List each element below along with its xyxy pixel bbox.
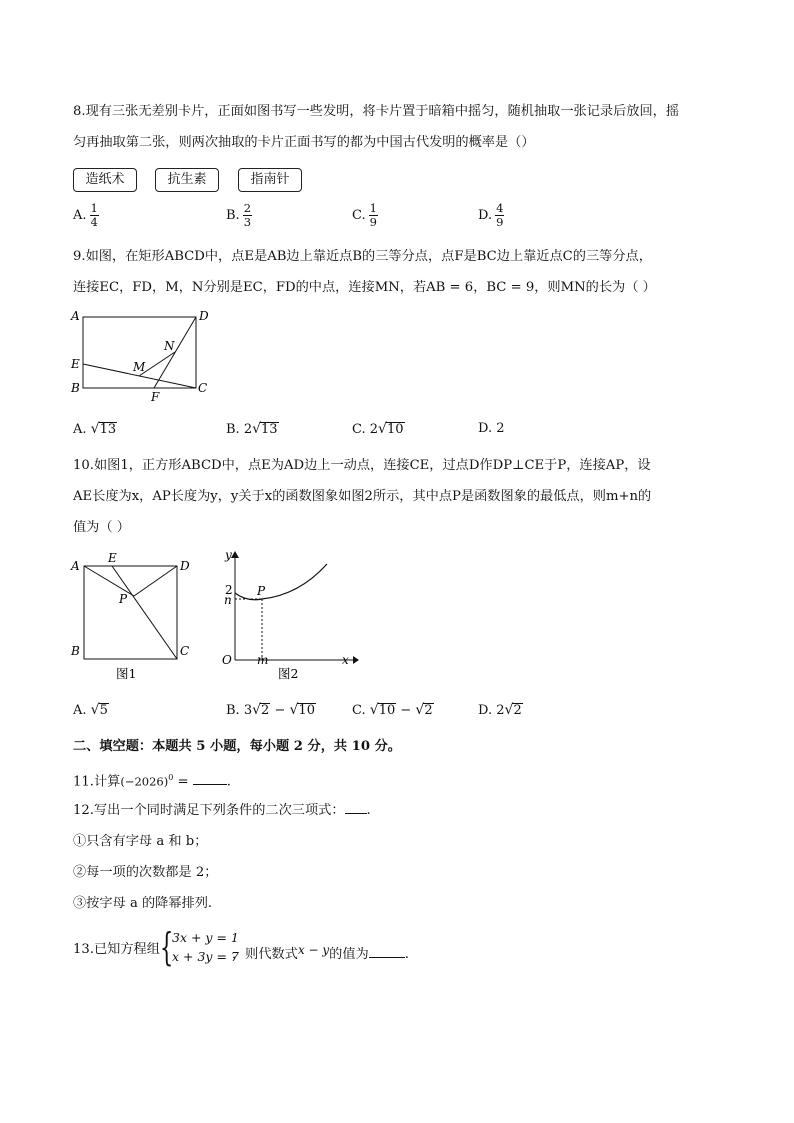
label-p: P (119, 592, 128, 606)
label-b: B (71, 381, 80, 395)
q9-rectangle-figure (66, 306, 216, 404)
q11-text: 11.计算$(-2026)^0$ = . (73, 773, 231, 790)
q13-answer-blank[interactable] (369, 957, 405, 958)
equation-system (164, 928, 239, 966)
q8-text-line2: 匀再抽取第二张，则两次抽取的卡片正面书写的都为中国古代发明的概率是（） (73, 135, 535, 150)
q10-text-line2: AE长度为x，AP长度为y，y关于x的函数图象如图2所示，其中点P是函数图象的最低点，则m+n的 (73, 489, 652, 504)
label-origin: O (222, 653, 232, 667)
q9-option-b: B. 2√13 (226, 421, 278, 437)
q9-option-d: D. 2 (478, 421, 505, 436)
q10-option-a: A. √5 (73, 702, 108, 718)
q10-text-line1: 10.如图1，正方形ABCD中，点E为AD边上一动点，连接CE，过点D作DP⊥CE于P，连接AP，设 (73, 458, 651, 473)
q9-text-line2: 连接EC，FD，M，N分别是EC，FD的中点，连接MN，若AB = 6，BC = 9，则MN的长为（ ） (73, 280, 656, 295)
q13-pre: 13.已知方程组 (73, 942, 160, 957)
q8-option-d: D. $\frac{4}{9}$ (478, 201, 504, 229)
label-n: N (164, 339, 175, 353)
function-curve (235, 564, 327, 600)
q10-figure-2 (214, 546, 360, 686)
label-m: M (133, 360, 146, 374)
q10-option-d: D. 2√2 (478, 702, 522, 718)
segment-ce (112, 566, 177, 659)
q10-text-line3: 值为（ ） (73, 520, 130, 535)
label-e: E (71, 357, 80, 371)
label-c: C (180, 644, 190, 658)
section-title-fill-in: 二、填空题：本题共 5 小题，每小题 2 分，共 10 分。 (73, 739, 401, 754)
label-n: n (224, 593, 232, 607)
q12-condition-2: ②每一项的次数都是 2； (73, 865, 218, 880)
q9-option-a: A. √13 (73, 421, 117, 437)
label-two: 2 (225, 583, 233, 597)
label-a: A (71, 309, 80, 323)
label-c: C (198, 381, 208, 395)
equation-system-brace: { (160, 925, 174, 969)
caption-fig2: 图2 (278, 666, 299, 681)
label-f: F (151, 390, 160, 404)
label-e: E (108, 551, 117, 565)
caption-fig1: 图1 (116, 666, 137, 681)
q12-condition-3: ③按字母 a 的降幂排列. (73, 896, 213, 911)
label-y: y (225, 548, 232, 562)
label-a: A (71, 559, 80, 573)
label-m: m (257, 653, 269, 667)
label-b: B (71, 644, 80, 658)
q10-option-c: C. √10 − √2 (352, 702, 433, 718)
q8-option-c: C. $\frac{1}{9}$ (352, 201, 377, 229)
q10-figure-1 (64, 548, 194, 686)
q9-option-c: C. 2√10 (352, 421, 404, 437)
equation-1: 3x + y = 1 (172, 930, 239, 945)
q10-option-b: B. 3√2 − √10 (226, 702, 315, 718)
rectangle-abcd (83, 317, 196, 388)
q9-text-line1: 9.如图，在矩形ABCD中，点E是AB边上靠近点B的三等分点，点F是BC边上靠近点C的三等分点， (73, 249, 652, 264)
label-x: x (342, 653, 349, 667)
card-antibiotic: 抗生素 (155, 168, 219, 192)
q12-answer-blank[interactable] (345, 813, 367, 814)
q8-option-a: A. $\frac{1}{4}$ (73, 201, 98, 229)
y-axis-arrow (231, 551, 239, 558)
card-paper: 造纸术 (73, 168, 137, 192)
card-compass: 指南针 (238, 168, 302, 192)
segment-dp (134, 566, 177, 596)
square-abcd (84, 566, 177, 659)
label-d: D (199, 309, 209, 323)
x-axis-arrow (353, 656, 359, 664)
q8-option-b: B. $\frac{2}{3}$ (226, 201, 252, 229)
label-d: D (180, 559, 190, 573)
q13-post: ，则代数式x − y的值为 . (232, 943, 409, 962)
label-p: P (257, 584, 266, 598)
q12-text: 12.写出一个同时满足下列条件的二次三项式： . (73, 803, 371, 818)
equation-2: x + 3y = 7 (172, 949, 239, 964)
q8-text-line1: 8.现有三张无差别卡片，正面如图书写一些发明，将卡片置于暗箱中摇匀，随机抽取一张记录后放回，摇 (73, 104, 680, 119)
q12-condition-1: ①只含有字母 a 和 b； (73, 834, 208, 849)
q11-answer-blank[interactable] (193, 784, 227, 785)
